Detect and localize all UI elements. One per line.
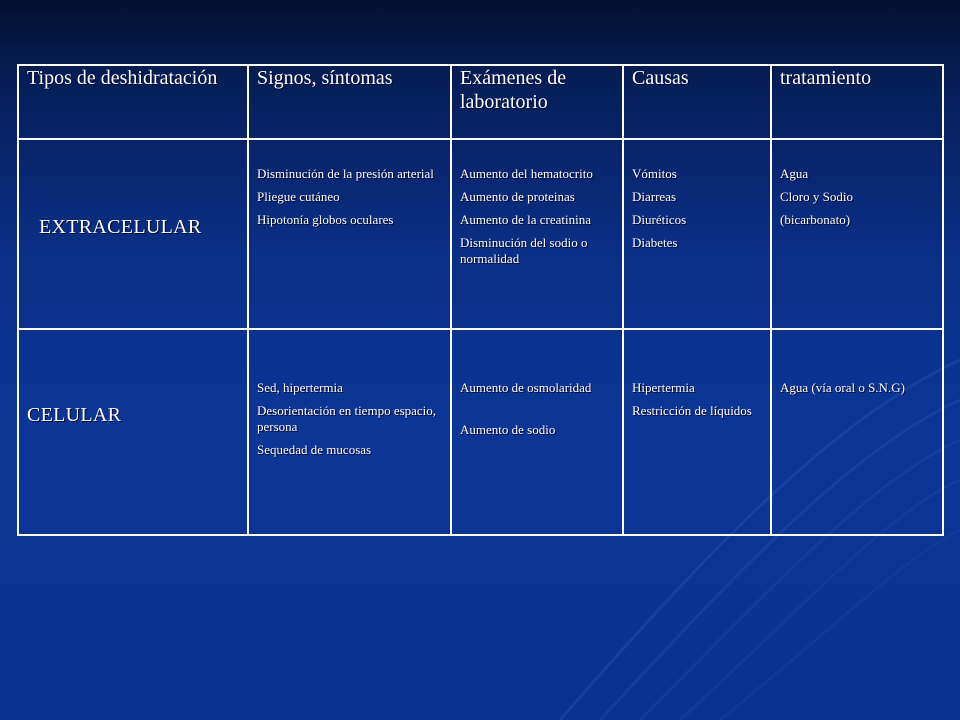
list-item: Cloro y Sodio [780,189,853,204]
treatment-cell [771,329,943,535]
row-type-label: EXTRACELULAR [39,216,202,238]
labs-cell [451,329,623,535]
list-item: Desorientación en tiempo espacio, persona [257,403,437,434]
signs-cell [248,139,451,329]
header-labs: Exámenes de laboratorio [451,65,623,139]
signs-cell [248,329,451,535]
table-row [18,139,943,329]
row-type-cell [18,139,248,329]
list-item: Hipotonía globos oculares [257,212,394,227]
header-signs: Signos, síntomas [248,65,451,139]
table-header-row [18,65,943,139]
list-item: Aumento de la creatinina [460,212,592,227]
list-item: Aumento de osmolaridad [460,380,592,395]
row-type-cell [18,329,248,535]
dehydration-table [17,64,944,536]
list-item: Diabetes [632,235,678,250]
list-item: Aumento de proteinas [460,189,575,204]
list-item: Agua (vía oral o S.N.G) [780,380,905,395]
list-item: Disminución de la presión arterial [257,166,434,181]
list-item: Vómitos [632,166,677,181]
causes-cell [623,139,771,329]
list-item: (bicarbonato) [780,212,851,227]
treatment-cell [771,139,943,329]
list-item: Sed, hipertermia [257,380,343,395]
header-causes: Causas [623,65,771,139]
list-item: Pliegue cutáneo [257,189,340,204]
list-item: Disminución del sodio o normalidad [460,235,588,266]
list-item: Agua [780,166,809,181]
list-item: Aumento del hematocrito [460,166,593,181]
list-item: Diarreas [632,189,677,204]
list-item: Diuréticos [632,212,687,227]
header-type: Tipos de deshidratación [18,65,248,139]
list-item: Aumento de sodio [460,422,556,437]
header-treatment: tratamiento [771,65,943,139]
list-item: Sequedad de mucosas [257,442,372,457]
labs-cell [451,139,623,329]
causes-cell [623,329,771,535]
list-item: Restricción de líquidos [632,403,752,418]
table-row [18,329,943,535]
row-type-label: CELULAR [27,404,122,426]
list-item: Hipertermia [632,380,695,395]
